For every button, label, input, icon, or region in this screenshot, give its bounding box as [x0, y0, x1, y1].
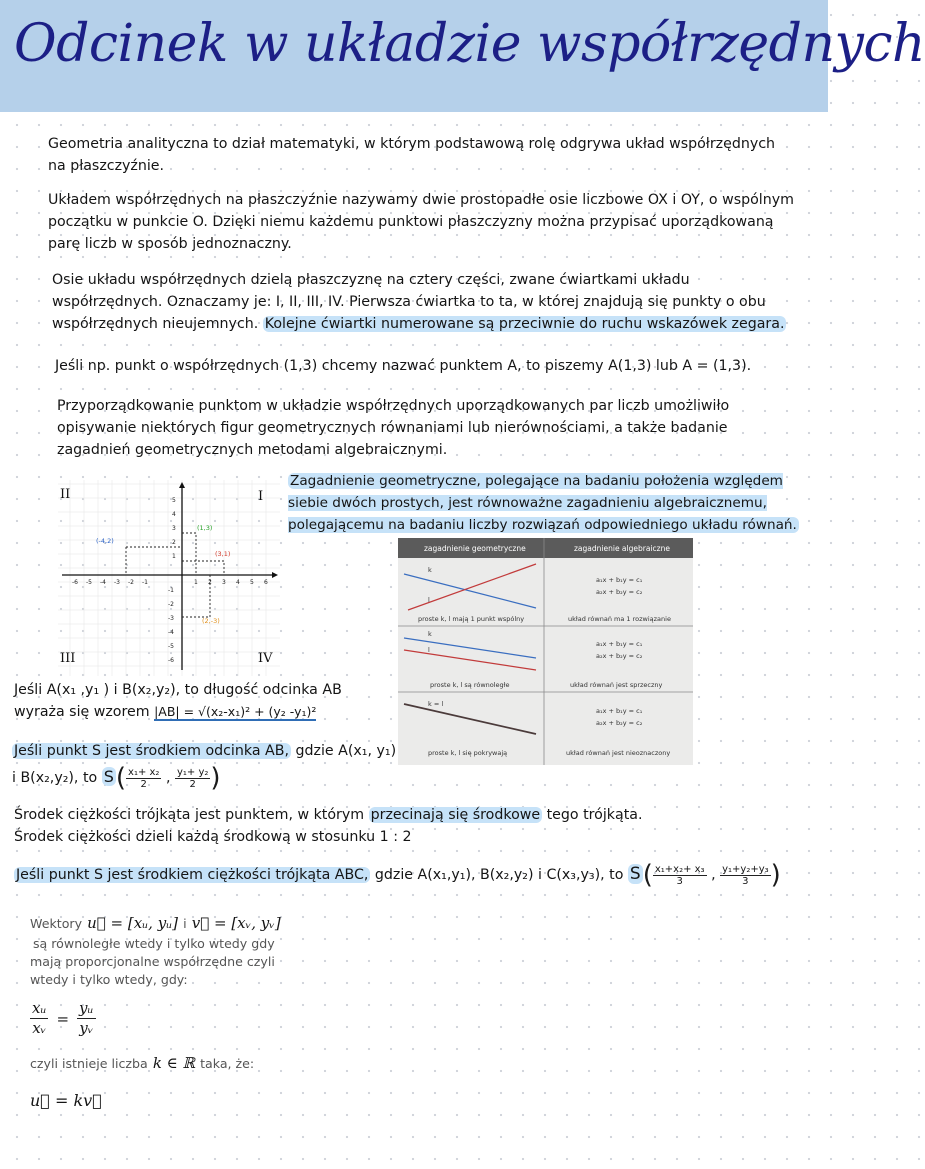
y-tick: 1 — [172, 553, 176, 560]
vectors-proportion: $\frac{\text{xᵤ}}{\text{xᵥ}}$ = $\frac{\text{yᵤ}}{\text{yᵥ}}$ — [32, 999, 94, 1037]
quadrant-label: III — [60, 651, 76, 666]
vectors-block: Wektory u⃗ = [xᵤ, yᵤ] i v⃗ = [xᵥ, yᵥ] są równoległe wtedy i tylko wtedy gdy mają proporcjonalne współrzędne czyli wtedy i tylko wtedy, gdy: $\frac{\text{xᵤ}}{\text{xᵥ}}$ = $\frac{\text{yᵤ}}{\text{yᵥ}}$ czyli istnieje liczba k ∈ ℝ taka, że: u⃗ = kv⃗ — [30, 912, 330, 1110]
y-tick: -3 — [168, 615, 174, 622]
midpoint-frac-y: $\frac{\text{y₁+ y₂}}{2}$ — [176, 766, 209, 790]
quadrant-label: IV — [258, 651, 273, 666]
y-tick: 5 — [172, 497, 176, 504]
centroid-line2: Środek ciężkości dzieli każdą środkową w stosunku 1 : 2 — [14, 829, 412, 845]
y-tick: -1 — [168, 587, 174, 594]
midpoint-text: gdzie A(x₁, y₁) i B(x₂,y₂), to — [12, 743, 397, 786]
page-title: Odcinek w układzie współrzędnych — [14, 14, 925, 74]
centroid-frac-y: $\frac{\text{y₁+y₂+y₃}}{3}$ — [722, 863, 769, 887]
length-formula: |AB| = √(x₂-x₁)² + (y₂ -y₁)² — [154, 704, 317, 719]
lines-problem-highlight: Zagadnienie geometryczne, polegające na badaniu położenia względem siebie dwóch prostych, jest równoważne zagadnieniu algebraicznemu, polegającemu na badaniu liczby rozwiązań odpowiedniego układu równań. — [288, 473, 797, 533]
row1-right-caption: układ równań ma 1 rozwiązanie — [568, 615, 671, 623]
centroid-line3: Jeśli punkt S jest środkiem ciężkości trójkąta ABC, gdzie A(x₁,y₁), B(x₂,y₂) i C(x₃,y₃), to S( $\frac{\text{x₁+x₂+ x₃}}{3}$ , $\frac{\text{y₁+y₂+y₃}}{3}$ ) — [16, 860, 781, 890]
centroid-s-highlight: Jeśli punkt S jest środkiem ciężkości trójkąta ABC, — [16, 867, 369, 883]
row3-eq2: a₂x + b₂y = c₂ — [596, 719, 643, 727]
y-tick: -4 — [168, 629, 174, 636]
row1-line-l: l — [428, 596, 430, 604]
centroid-text-post: tego trójkąta. — [546, 807, 643, 823]
paragraph-quadrants — [52, 269, 796, 335]
centroid-line1 — [14, 805, 814, 826]
row3-right-caption: układ równań jest nieoznaczony — [566, 749, 671, 757]
x-tick: -5 — [86, 579, 92, 586]
y-tick: 2 — [172, 539, 176, 546]
paragraph-lines-problem — [288, 470, 800, 536]
lines-table — [398, 538, 693, 765]
vectors-line5: czyli istnieje liczba k ∈ ℝ taka, że: — [30, 1054, 255, 1072]
vectors-final: u⃗ = kv⃗ — [30, 1091, 102, 1110]
row3-line-kl: k = l — [428, 700, 444, 708]
row2-eq1: a₁x + b₁y = c₁ — [596, 640, 643, 648]
midpoint-formula: S( $\frac{\text{x₁+ x₂}}{2}$ , $\frac{\text{y₁+ y₂}}{2}$ ) — [103, 763, 221, 793]
quadrants-text: Osie układu współrzędnych dzielą płaszczyznę na cztery części, zwane ćwiartkami układu współrzędnych. Oznaczamy je: I, II, III, IV. Pierwsza ćwiartka to ta, w której znajdują się punkty o obu współrzędnych nieujemnych. — [52, 272, 766, 332]
x-tick: 3 — [222, 579, 226, 586]
centroid-highlight: przecinają się środkowe — [370, 807, 541, 823]
y-tick: -2 — [168, 601, 174, 608]
centroid-s: S — [629, 864, 641, 884]
coordinate-graph — [58, 480, 280, 676]
paragraph-analytic: Przyporządkowanie punktom w układzie współrzędnych uporządkowanych par liczb umożliwiło opisywanie niektórych figur geometrycznych równaniami lub nierównościami, a także badanie zagadnień geometrycznych metodami algebraicznymi. — [57, 398, 730, 458]
midpoint-s: S — [103, 767, 114, 786]
table-header-right: zagadnienie algebraiczne — [574, 544, 670, 553]
y-tick: -5 — [168, 643, 174, 650]
point-label-orange: (2,-3) — [202, 617, 220, 625]
x-tick: -4 — [100, 579, 106, 586]
point-label-red: (3,1) — [215, 550, 231, 558]
row1-left-caption: proste k, l mają 1 punkt wspólny — [418, 615, 525, 623]
centroid-s-text: gdzie A(x₁,y₁), B(x₂,y₂) i C(x₃,y₃), to — [374, 867, 624, 883]
paragraph-coordinate-system: Układem współrzędnych na płaszczyźnie nazywamy dwie prostopadłe osie liczbowe OX i OY, o wspólnym początku w punkcie O. Dzięki niemu każdemu punktowi płaszczyzny można przypisać uporządkowaną parę liczb w sposób jednoznaczny. — [48, 192, 794, 252]
y-tick: 3 — [172, 525, 176, 532]
quadrant-label: I — [258, 489, 264, 504]
row3-eq1: a₁x + b₁y = c₁ — [596, 707, 643, 715]
row2-eq2: a₂x + b₂y = c₂ — [596, 652, 643, 660]
centroid-frac-x: $\frac{\text{x₁+x₂+ x₃}}{3}$ — [654, 863, 705, 887]
midpoint-highlight: Jeśli punkt S jest środkiem odcinka AB, — [14, 743, 289, 759]
x-tick: -6 — [72, 579, 78, 586]
x-tick: 2 — [208, 579, 212, 586]
x-tick: -1 — [142, 579, 148, 586]
x-tick: -2 — [128, 579, 134, 586]
vectors-line1: Wektory u⃗ = [xᵤ, yᵤ] i v⃗ = [xᵥ, yᵥ] — [30, 914, 281, 932]
point-label-green: (1,3) — [197, 524, 213, 532]
length-text: Jeśli A(x₁ ,y₁ ) i B(x₂,y₂), to długość odcinka AB wyraża się wzorem — [14, 682, 342, 720]
row2-line-l: l — [428, 646, 430, 654]
y-tick: 4 — [172, 511, 176, 518]
quadrants-highlight: Kolejne ćwiartki numerowane są przeciwnie do ruchu wskazówek zegara. — [264, 316, 785, 332]
x-tick: 1 — [194, 579, 198, 586]
row3-left-caption: proste k, l się pokrywają — [428, 749, 508, 757]
row1-eq1: a₁x + b₁y = c₁ — [596, 576, 643, 584]
x-tick: 5 — [250, 579, 254, 586]
midpoint-block — [12, 738, 398, 791]
row2-left-caption: proste k, l są równoległe — [430, 681, 510, 689]
paragraph-point-naming: Jeśli np. punkt o współrzędnych (1,3) chcemy nazwać punktem A, to piszemy A(1,3) lub A = (1,3). — [55, 358, 752, 374]
quadrant-label: II — [60, 487, 71, 502]
point-label-blue: (-4,2) — [96, 537, 114, 545]
y-tick: -6 — [168, 657, 174, 664]
table-header-left: zagadnienie geometryczne — [424, 544, 526, 553]
row2-right-caption: układ równań jest sprzeczny — [570, 681, 663, 689]
x-tick: 4 — [236, 579, 240, 586]
centroid-text-pre: Środek ciężkości trójkąta jest punktem, w którym — [14, 807, 365, 823]
row1-eq2: a₂x + b₂y = c₂ — [596, 588, 643, 596]
lines-table-photo — [398, 538, 693, 765]
midpoint-frac-x: $\frac{\text{x₁+ x₂}}{2}$ — [128, 766, 160, 790]
x-tick: 6 — [264, 579, 268, 586]
length-block — [14, 680, 386, 723]
row2-line-k: k — [428, 630, 432, 638]
x-tick: -3 — [114, 579, 120, 586]
row1-line-k: k — [428, 566, 432, 574]
title-banner — [0, 0, 925, 112]
paragraph-intro: Geometria analityczna to dział matematyki, w którym podstawową rolę odgrywa układ współrzędnych na płaszczyźnie. — [48, 136, 776, 174]
